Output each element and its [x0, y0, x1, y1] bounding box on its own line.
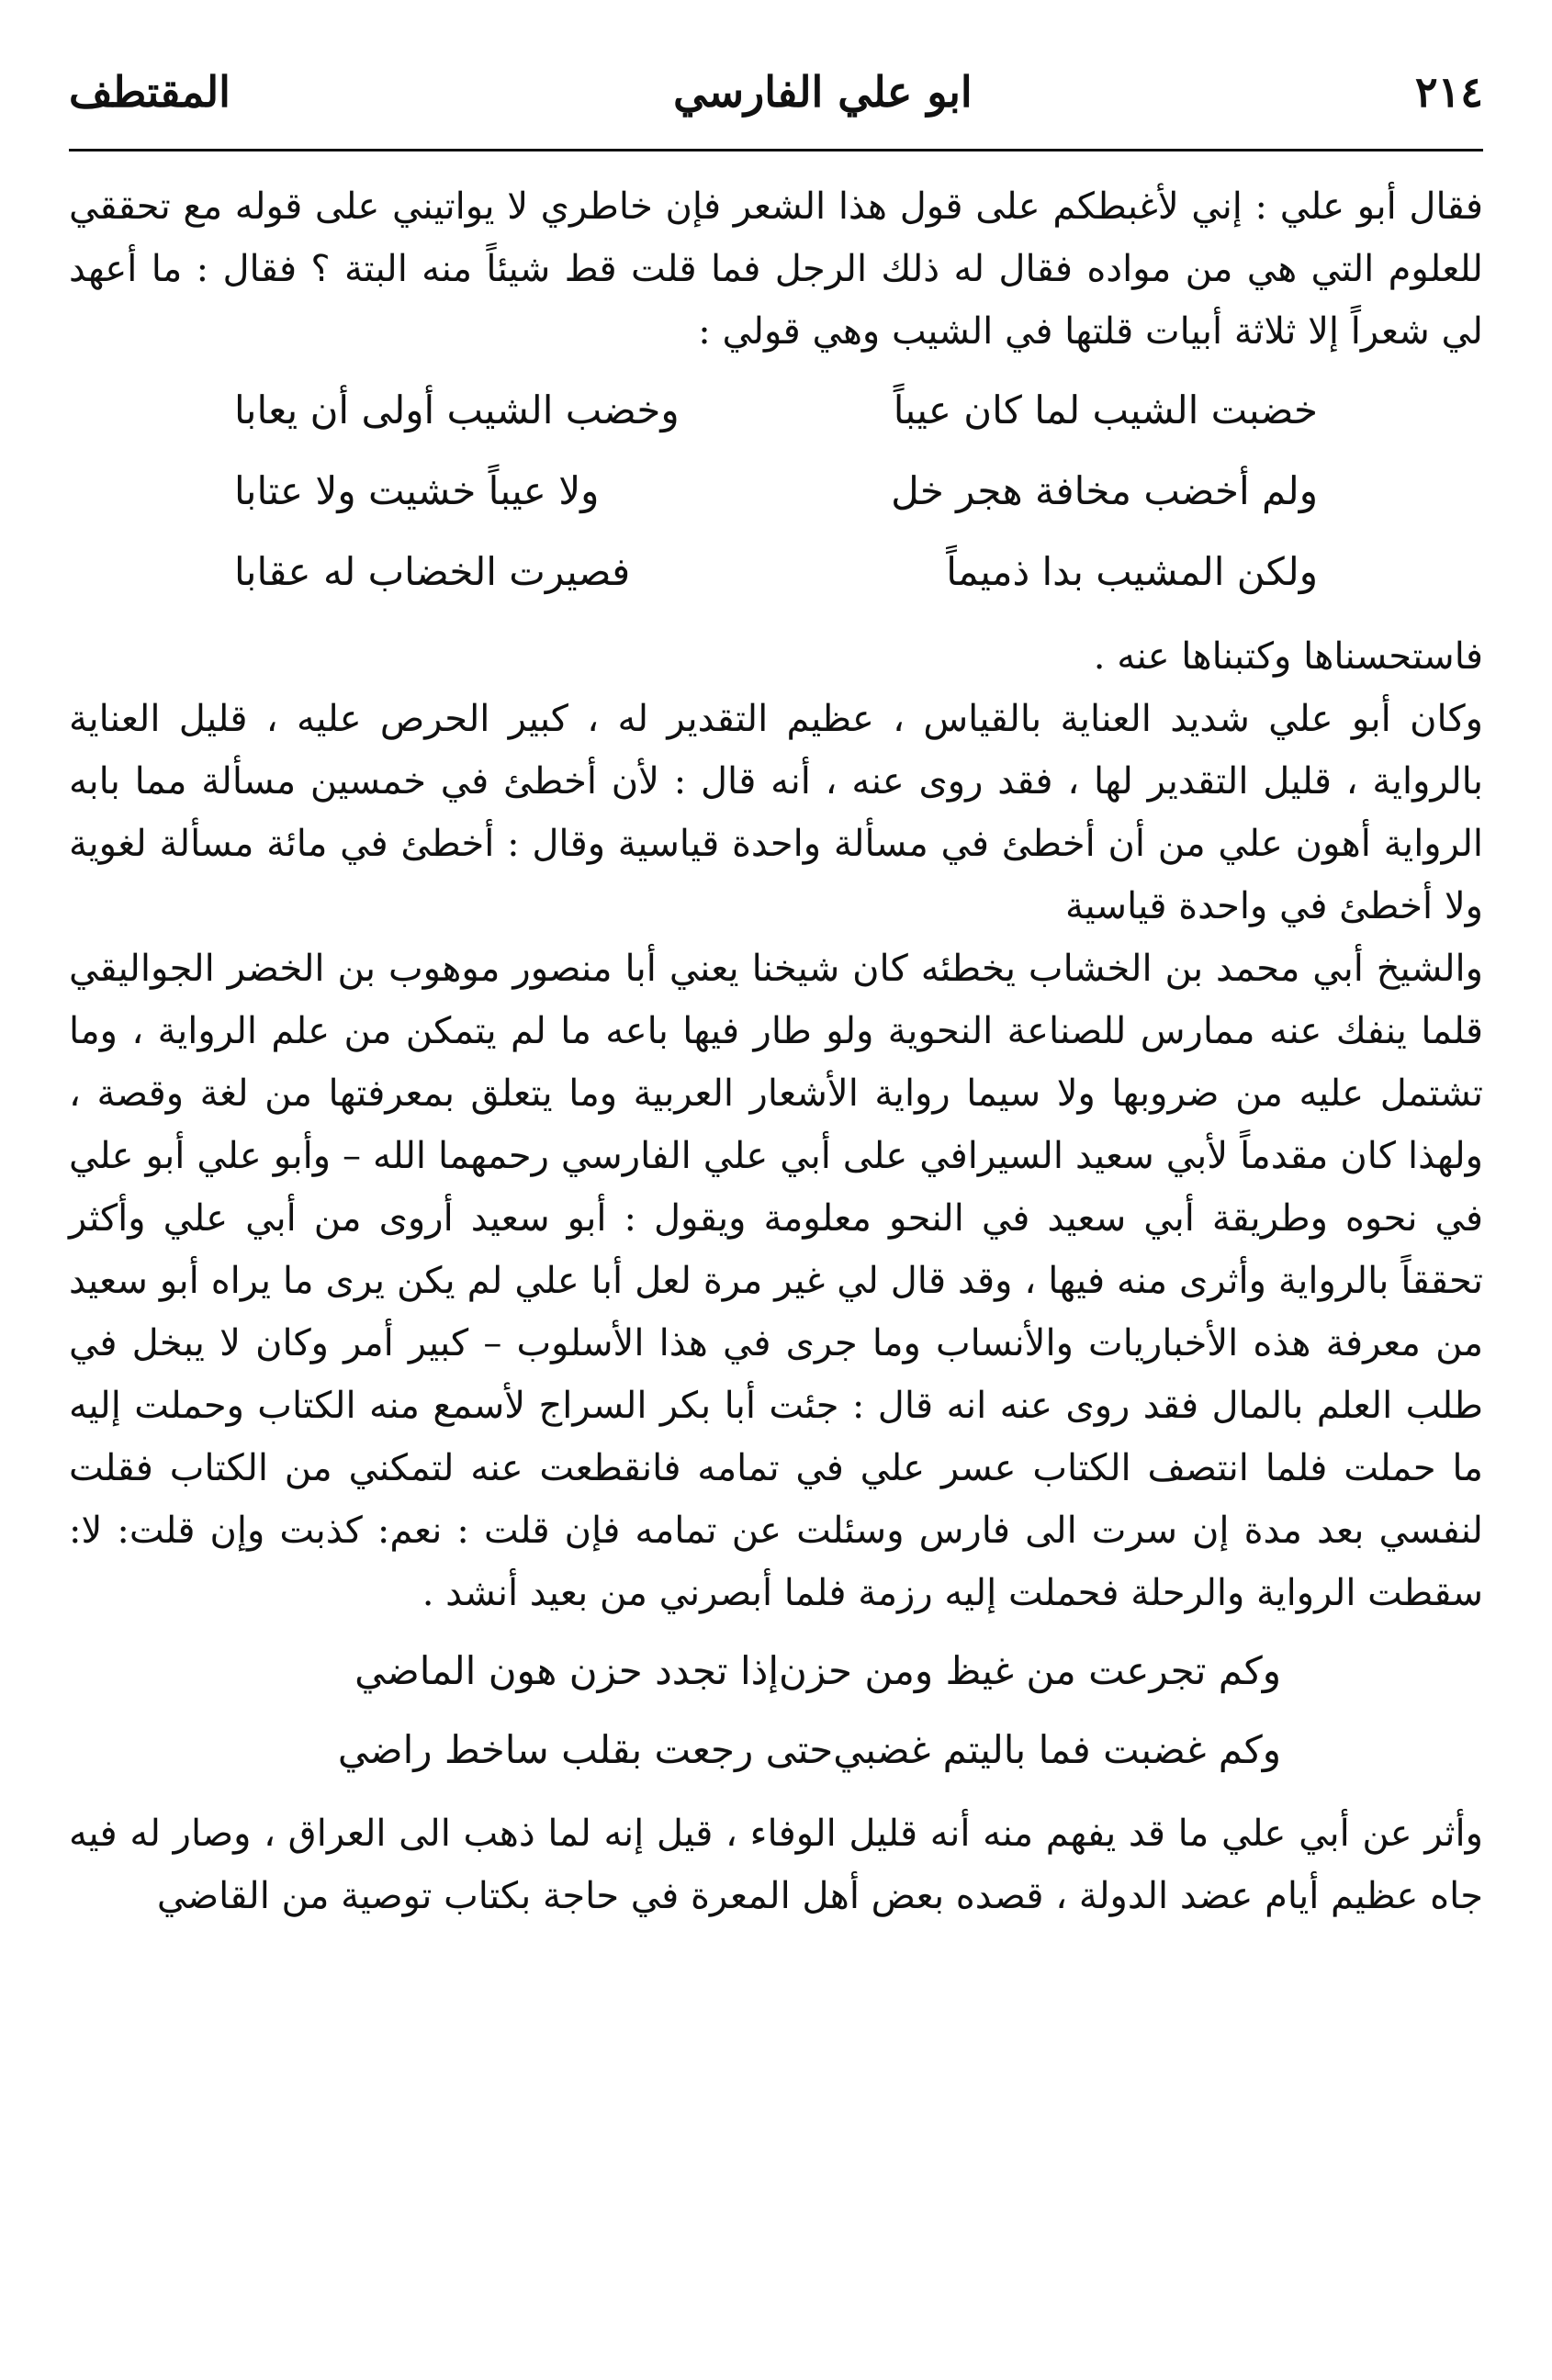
- verse-second-hemistich: وخضب الشيب أولى أن يعابا: [234, 387, 680, 432]
- paragraph: والشيخ أبي محمد بن الخشاب يخطئه كان شيخنا يعني أبا منصور موهوب بن الخضر الجواليقي قلما ينفك عنه ممارس للصناعة النحوية ولو طار فيها باعه ما لم يتمكن من علم الرواية ، وما تشتمل عليه من ضروبها ولا سيما رواية الأشعار العربية وما يتعلق بمعرفتها من لغة وقصة ، ولهذا كان مقدماً لأبي سعيد السيرافي على أبي علي الفارسي رحمهما الله – وأبو علي أبو علي في نحوه وطريقة أبي سعيد في النحو معلومة ويقول : أبو سعيد أروى من أبي علي وأكثر تحققاً بالرواية وأثرى منه فيها ، وقد قال لي غير مرة لعل أبا علي لم يكن يرى ما يراه أبو سعيد من معرفة هذه الأخباريات والأنساب وما جرى في هذا الأسلوب – كبير أمر وكان لا يبخل في طلب العلم بالمال فقد روى عنه انه قال : جئت أبا بكر السراج لأسمع منه الكتاب وحملت إليه ما حملت فلما انتصف الكتاب عسر علي في تمامه فانقطعت عنه لتمكني من الكتاب فقلت لنفسي بعد مدة إن سرت الى فارس وسئلت عن تمامه فإن قلت : نعم: كذبت وإن قلت: لا: سقطت الرواية والرحلة فحملت إليه رزمة فلما أبصرني من بعيد أنشد .: [69, 948, 1483, 1614]
- verse-second-hemistich: فصيرت الخضاب له عقابا: [234, 549, 631, 594]
- poem-block: [69, 370, 1483, 612]
- poem-verse: [234, 451, 1318, 532]
- poem-block: [69, 1632, 1483, 1790]
- paragraph: وكان أبو علي شديد العناية بالقياس ، عظيم التقدير له ، كبير الحرص عليه ، قليل العناية بالرواية ، قليل التقدير لها ، فقد روى عنه ، أنه قال : لأن أخطئ في خمسين مسألة مما بابه الرواية أهون علي من أن أخطئ في مسألة واحدة قياسية وقال : أخطئ في مائة مسألة لغوية ولا أخطئ في واحدة قياسية: [69, 698, 1483, 927]
- poem-verse: [234, 532, 1318, 612]
- verse-first-hemistich: ولكن المشيب بدا ذميماً: [946, 549, 1318, 594]
- header-rule: [69, 149, 1483, 152]
- verse-second-hemistich: ولا عيباً خشيت ولا عتابا: [234, 468, 600, 513]
- journal-title: المقتطف: [69, 67, 231, 117]
- verse-second-hemistich: حتى رجعت بقلب ساخط راضي: [337, 1727, 834, 1772]
- poem-verse: [337, 1711, 1281, 1790]
- verse-first-hemistich: وكم تجرعت من غيظ ومن حزن: [779, 1648, 1281, 1693]
- page-number: ٢١٤: [1414, 67, 1483, 117]
- paragraph: فاستحسناها وكتبناها عنه .: [1093, 635, 1483, 678]
- verse-first-hemistich: ولم أخضب مخافة هجر خل: [891, 468, 1318, 513]
- paragraph: وأثر عن أبي علي ما قد يفهم منه أنه قليل الوفاء ، قيل إنه لما ذهب الى العراق ، وصار له فيه جاه عظيم أيام عضد الدولة ، قصده بعض أهل المعرة في حاجة بكتاب توصية من القاضي: [69, 1813, 1483, 1917]
- verse-second-hemistich: إذا تجدد حزن هون الماضي: [354, 1648, 780, 1693]
- verse-first-hemistich: خضبت الشيب لما كان عيباً: [893, 387, 1318, 432]
- poem-verse: [354, 1632, 1281, 1711]
- poem-verse: [234, 370, 1318, 451]
- paragraph: فقال أبو علي : إني لأغبطكم على قول هذا الشعر فإن خاطري لا يواتيني على قوله مع تحققي للعلوم التي هي من مواده فقال له ذلك الرجل فما قلت قط شيئاً منه البتة ؟ فقال : ما أعهد لي شعراً إلا ثلاثة أبيات قلتها في الشيب وهي قولي :: [69, 185, 1483, 353]
- running-title: ابو علي الفارسي: [673, 67, 973, 117]
- document-page: [69, 55, 1483, 2341]
- page-header: [69, 55, 1483, 129]
- verse-first-hemistich: وكم غضبت فما باليتم غضبي: [833, 1727, 1281, 1772]
